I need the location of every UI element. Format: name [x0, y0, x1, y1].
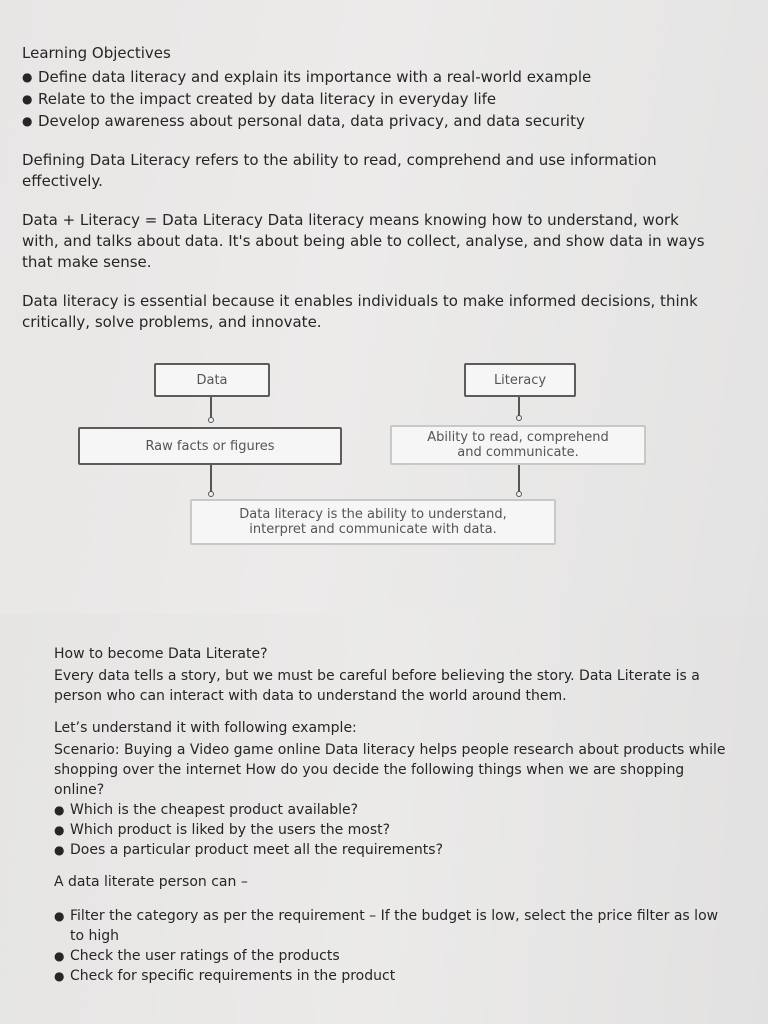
intro-paragraph: Every data tells a story, but we must be careful before believing the story. Data Literate is a person who can interact with data to understand the world around them.	[54, 668, 700, 704]
objective-item: ● Relate to the impact created by data literacy in everyday life	[22, 88, 708, 110]
learning-objectives-title: Learning Objectives	[22, 44, 171, 62]
can-list	[54, 906, 728, 986]
objective-item: ● Define data literacy and explain its importance with a real-world example	[22, 66, 708, 88]
diagram-box-data: Data	[154, 363, 270, 397]
diagram-box-ability: Ability to read, comprehend and communicate.	[390, 425, 646, 465]
questions-list	[54, 800, 728, 860]
connector-knob	[208, 491, 214, 497]
connector-knob	[516, 491, 522, 497]
connector-knob	[208, 417, 214, 423]
definition-paragraph: Defining Data Literacy refers to the ability to read, comprehend and use information effectively.	[22, 151, 657, 190]
can-heading: A data literate person can –	[54, 874, 248, 890]
question-item: ● Which product is liked by the users the most?	[54, 820, 728, 840]
can-item: ● Check for specific requirements in the product	[54, 966, 728, 986]
diagram-box-literacy: Literacy	[464, 363, 576, 397]
bottom-page	[0, 614, 768, 1024]
data-literacy-diagram	[22, 363, 622, 563]
example-heading: Let’s understand it with following example:	[54, 720, 357, 736]
objectives-list	[22, 66, 708, 132]
become-literate-heading: How to become Data Literate?	[54, 646, 268, 662]
objective-item: ● Develop awareness about personal data, data privacy, and data security	[22, 110, 708, 132]
connector-knob	[516, 415, 522, 421]
scenario-paragraph: Scenario: Buying a Video game online Data literacy helps people research about products while shopping over the internet How do you decide the following things when we are shopping online?	[54, 742, 726, 798]
equation-paragraph: Data + Literacy = Data Literacy Data literacy means knowing how to understand, work with, and talks about data. It's about being able to collect, analyse, and show data in ways that make sense.	[22, 211, 705, 271]
can-item: ● Filter the category as per the requirement – If the budget is low, select the price filter as low to high	[54, 906, 728, 946]
can-item: ● Check the user ratings of the products	[54, 946, 728, 966]
question-item: ● Which is the cheapest product available?	[54, 800, 728, 820]
diagram-box-raw-facts: Raw facts or figures	[78, 427, 342, 465]
diagram-box-result: Data literacy is the ability to understand, interpret and communicate with data.	[190, 499, 556, 545]
essential-paragraph: Data literacy is essential because it enables individuals to make informed decisions, think critically, solve problems, and innovate.	[22, 292, 698, 331]
question-item: ● Does a particular product meet all the requirements?	[54, 840, 728, 860]
